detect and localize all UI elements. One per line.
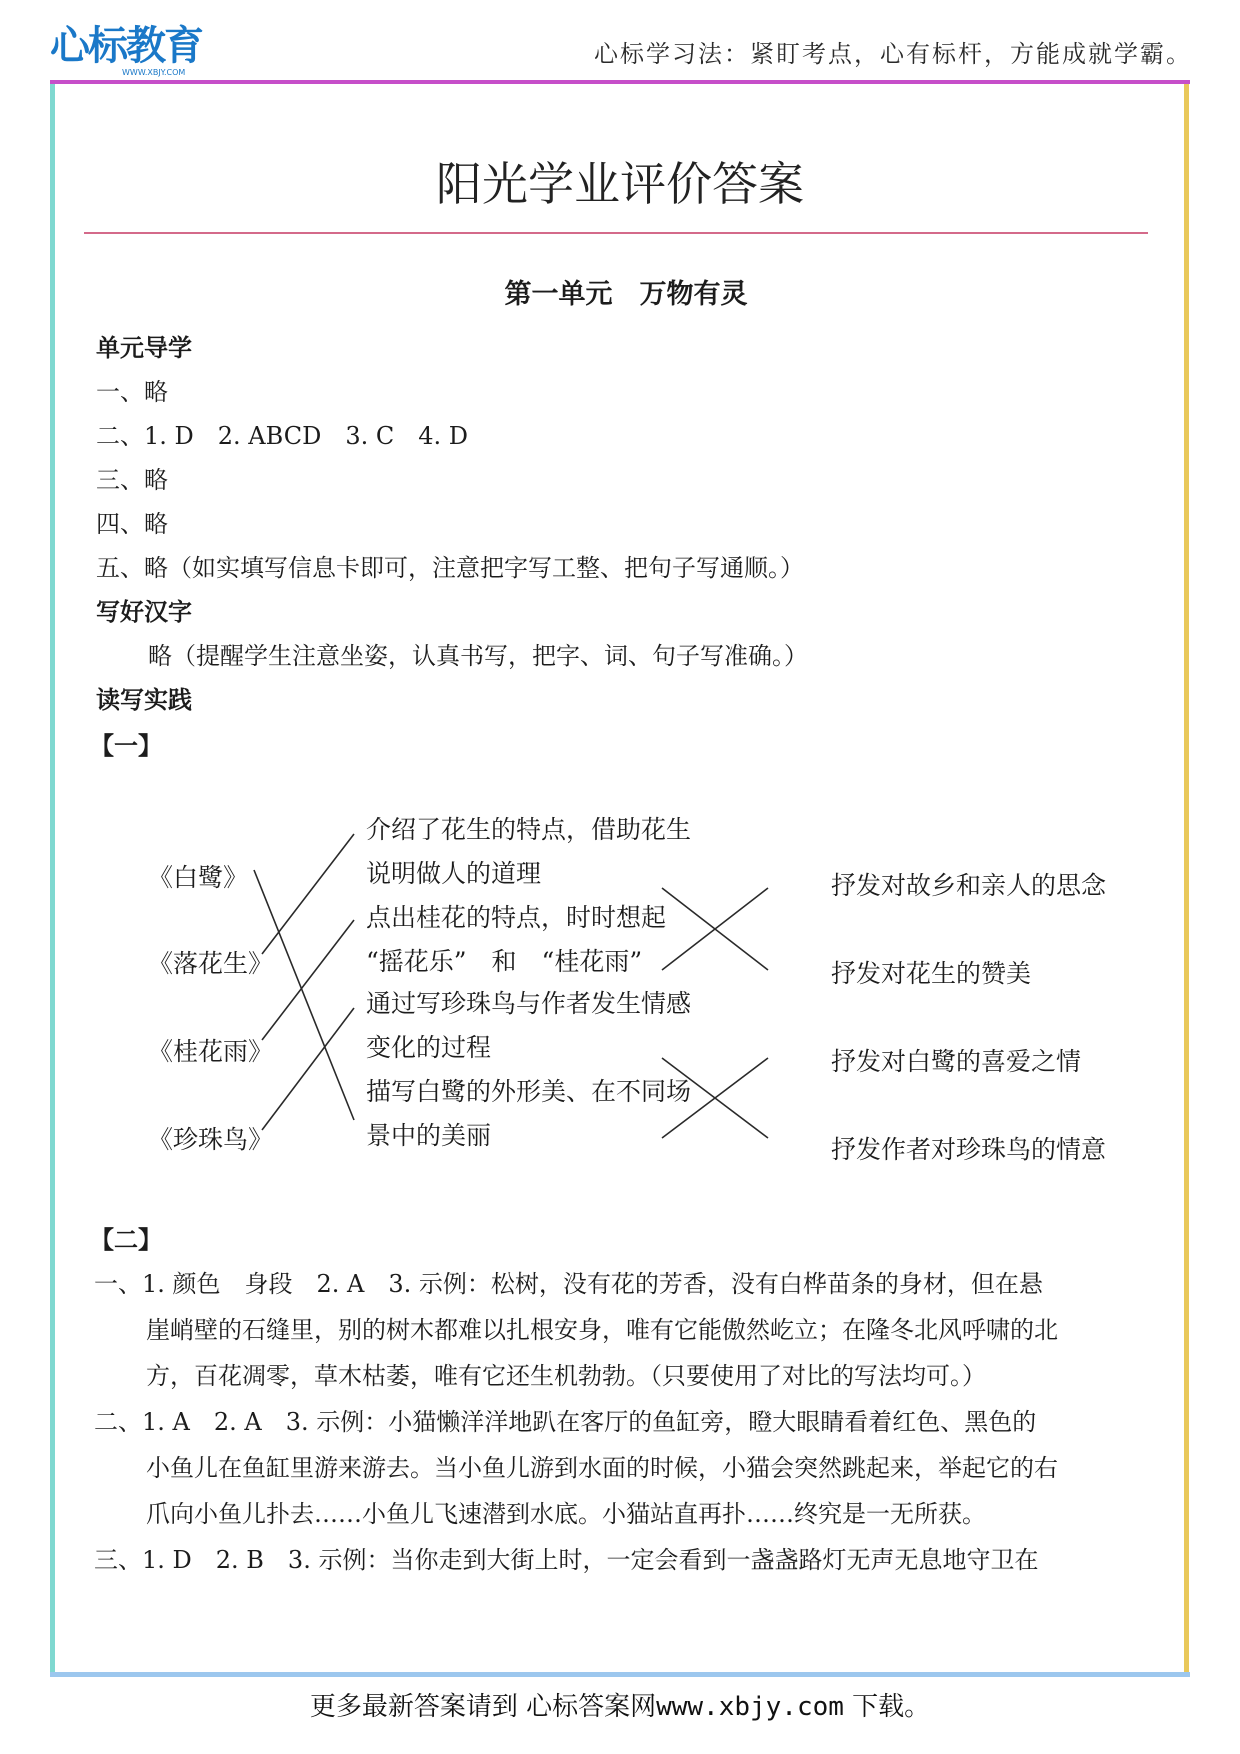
left-border xyxy=(50,84,55,1674)
logo-text: 心标教育 xyxy=(50,23,202,69)
title-divider xyxy=(84,232,1148,234)
answer-line: 五、略（如实填写信息卡即可，注意把字写工整、把句子写通顺。） xyxy=(96,554,804,582)
page-title: 阳光学业评价答案 xyxy=(436,157,804,211)
description-line: 通过写珍珠鸟与作者发生情感 xyxy=(366,989,692,1018)
description xyxy=(366,982,691,1070)
right-border xyxy=(1184,84,1189,1674)
description xyxy=(366,1070,691,1158)
book-title: 《白鹭》 xyxy=(148,863,249,892)
book-title: 《落花生》 xyxy=(148,949,274,978)
footer-text-end: 下载。 xyxy=(843,1692,931,1722)
logo-url: WWW.XBJY.COM xyxy=(122,68,186,77)
answer-line: 崖峭壁的石缝里，别的树木都难以扎根安身，唯有它能傲然屹立；在隆冬北风呼啸的北 xyxy=(146,1316,1058,1344)
description-line: 介绍了花生的特点，借助花生 xyxy=(366,815,692,844)
answer-line: 一、1. 颜色 身段 2. A 3. 示例：松树，没有花的芳香，没有白桦苗条的身材，但在悬 xyxy=(94,1270,1043,1298)
description-line: “摇花乐” 和 “桂花雨” xyxy=(366,947,643,976)
footer xyxy=(0,1686,1240,1723)
answer-line: 爪向小鱼儿扑去……小鱼儿飞速潜到水底。小猫站直再扑……终究是一无所获。 xyxy=(146,1500,986,1528)
answer-line: 三、略 xyxy=(96,466,168,494)
description xyxy=(366,808,691,896)
match-line xyxy=(262,920,354,1040)
unit-title: 第一单元 万物有灵 xyxy=(504,279,748,310)
description-line: 描写白鹭的外形美、在不同场 xyxy=(366,1077,692,1106)
description-line: 点出桂花的特点，时时想起 xyxy=(366,903,667,932)
part-label-1: 【一】 xyxy=(90,732,162,760)
book-title: 《珍珠鸟》 xyxy=(148,1125,274,1154)
answer-line: 二、1. D 2. ABCD 3. C 4. D xyxy=(96,422,468,450)
header-divider xyxy=(50,80,1190,84)
answer-line: 一、略 xyxy=(96,378,168,406)
description xyxy=(366,896,666,984)
feeling: 抒发对白鹭的喜爱之情 xyxy=(831,1047,1082,1076)
answer-line: 二、1. A 2. A 3. 示例：小猫懒洋洋地趴在客厅的鱼缸旁，瞪大眼睛看着红色、黑色的 xyxy=(94,1408,1037,1436)
header-motto: 心标学习法：紧盯考点，心有标杆，方能成就学霸。 xyxy=(594,40,1192,68)
section-heading-writing: 写好汉字 xyxy=(96,598,192,626)
answer-line: 四、略 xyxy=(96,510,168,538)
book-title: 《桂花雨》 xyxy=(148,1037,274,1066)
description-line: 变化的过程 xyxy=(366,1033,492,1062)
logo xyxy=(50,22,210,78)
answer-line: 小鱼儿在鱼缸里游来游去。当小鱼儿游到水面的时候，小猫会突然跳起来，举起它的右 xyxy=(146,1454,1058,1482)
matching-diagram xyxy=(96,808,1156,1198)
part-label-2: 【二】 xyxy=(90,1226,162,1254)
feeling: 抒发对花生的赞美 xyxy=(831,959,1032,988)
answer-line: 三、1. D 2. B 3. 示例：当你走到大街上时，一定会看到一盏盏路灯无声无息地守卫在 xyxy=(94,1546,1039,1574)
match-line xyxy=(254,870,354,1120)
description-line: 说明做人的道理 xyxy=(366,859,542,888)
feeling: 抒发作者对珍珠鸟的情意 xyxy=(831,1135,1107,1164)
footer-divider xyxy=(50,1672,1190,1677)
section-heading-practice: 读写实践 xyxy=(96,686,192,714)
answer-line: 方，百花凋零，草木枯萎，唯有它还生机勃勃。（只要使用了对比的写法均可。） xyxy=(146,1362,986,1390)
description-line: 景中的美丽 xyxy=(366,1121,492,1150)
footer-link[interactable]: www.xbjy.com xyxy=(656,1692,844,1722)
feeling: 抒发对故乡和亲人的思念 xyxy=(831,871,1107,900)
footer-text: 更多最新答案请到 心标答案网 xyxy=(309,1692,657,1722)
section-heading-guide: 单元导学 xyxy=(96,334,192,362)
match-line xyxy=(262,834,354,954)
answer-line: 略（提醒学生注意坐姿，认真书写，把字、词、句子写准确。） xyxy=(148,642,808,670)
match-line xyxy=(262,1008,354,1130)
